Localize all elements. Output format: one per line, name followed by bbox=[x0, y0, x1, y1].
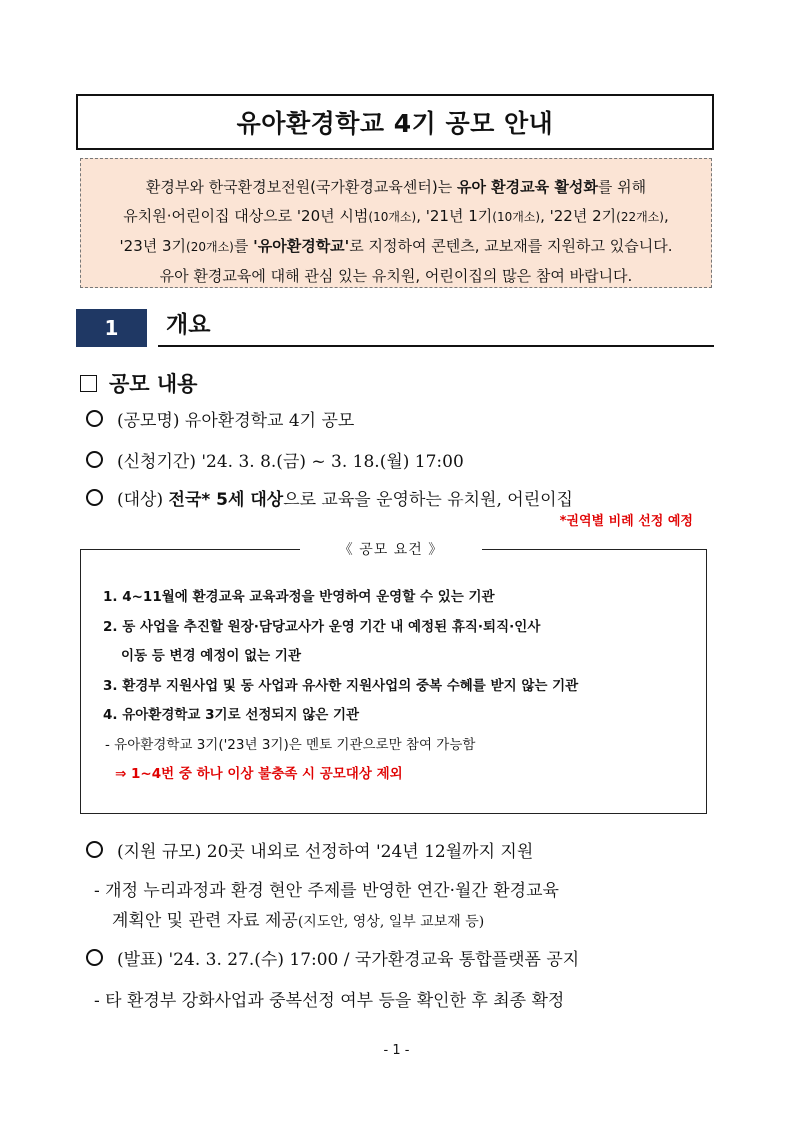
intro-text: 환경부와 한국환경보전원(국가환경교육센터)는 bbox=[145, 178, 457, 196]
intro-text: 를 위해 bbox=[597, 178, 647, 196]
announce-detail: - 타 환경부 강화사업과 중복선정 여부 등을 확인한 후 최종 확정 bbox=[94, 991, 565, 1011]
intro-text: 로 지정하여 콘텐츠, 교보재를 지원하고 있습니다. bbox=[349, 237, 673, 255]
circle-bullet-icon bbox=[86, 949, 103, 966]
bullet-text: (신청기간) '24. 3. 8.(금) ~ 3. 18.(월) 17:00 bbox=[117, 452, 464, 472]
bullet-text: (발표) '24. 3. 27.(수) 17:00 / 국가환경교육 통합플랫폼 공지 bbox=[117, 950, 580, 970]
bullet-scale bbox=[86, 837, 533, 862]
requirement-item-continued: 이동 등 변경 예정이 없는 기관 bbox=[121, 648, 301, 664]
intro-box bbox=[80, 158, 712, 288]
intro-small: (22개소) bbox=[616, 210, 664, 224]
section-underline bbox=[158, 345, 714, 347]
circle-bullet-icon bbox=[86, 841, 103, 858]
circle-bullet-icon bbox=[86, 410, 103, 427]
intro-text: 를 bbox=[233, 237, 254, 255]
intro-text: , '21년 1기 bbox=[416, 207, 493, 225]
document-title: 유아환경학교 4기 공모 안내 bbox=[236, 109, 554, 138]
scale-detail-2 bbox=[112, 906, 484, 931]
requirement-item: 2. 동 사업을 추진할 원장·담당교사가 운영 기간 내 예정된 휴직·퇴직·인사 bbox=[103, 618, 541, 635]
bullet-text: 으로 교육을 운영하는 유치원, 어린이집 bbox=[283, 490, 573, 510]
requirements-title: 《 공모 요건 》 bbox=[300, 539, 482, 559]
requirement-exclusion: ⇒ 1~4번 중 하나 이상 불충족 시 공모대상 제외 bbox=[115, 766, 403, 782]
intro-small: (10개소) bbox=[368, 210, 417, 224]
subheading-text: 공모 내용 bbox=[109, 372, 198, 396]
scale-detail-1: - 개정 누리과정과 환경 현안 주제를 반영한 연간·월간 환경교육 bbox=[94, 881, 559, 901]
page-number: - 1 - bbox=[383, 1043, 410, 1058]
intro-small: (20개소) bbox=[186, 240, 234, 254]
bullet-emphasis: 전국* 5세 대상 bbox=[168, 490, 284, 510]
requirement-item: 3. 환경부 지원사업 및 동 사업과 유사한 지원사업의 중복 수혜를 받지 않는 기관 bbox=[103, 677, 579, 694]
intro-text: '23년 3기 bbox=[119, 237, 187, 255]
bullet-text: (공모명) 유아환경학교 4기 공모 bbox=[117, 411, 355, 431]
target-footnote: *권역별 비례 선정 예정 bbox=[559, 514, 693, 529]
subheading bbox=[80, 368, 197, 398]
requirements-list bbox=[103, 583, 578, 790]
square-bullet-icon bbox=[80, 375, 97, 392]
section-number: 1 bbox=[76, 309, 147, 347]
bullet-target bbox=[86, 485, 573, 510]
bullet-announce bbox=[86, 945, 579, 970]
intro-line-1 bbox=[95, 173, 697, 202]
intro-line-4: 유아 환경교육에 대해 관심 있는 유치원, 어린이집의 많은 참여 바랍니다. bbox=[159, 267, 633, 285]
circle-bullet-icon bbox=[86, 489, 103, 506]
intro-text: , bbox=[663, 207, 669, 225]
bullet-text: (대상) bbox=[117, 490, 169, 510]
intro-emphasis: '유아환경학교' bbox=[253, 237, 350, 255]
intro-line-3 bbox=[95, 232, 697, 262]
bullet-period bbox=[86, 447, 464, 472]
requirement-item: 1. 4~11월에 환경교육 교육과정을 반영하여 운영할 수 있는 기관 bbox=[103, 589, 495, 605]
section-title: 개요 bbox=[166, 312, 211, 338]
document-title-box bbox=[76, 94, 714, 150]
intro-text: 유치원·어린이집 대상으로 '20년 시범 bbox=[123, 207, 369, 225]
requirement-item: 4. 유아환경학교 3기로 선정되지 않은 기관 bbox=[103, 707, 360, 723]
detail-text: 계획안 및 관련 자료 제공 bbox=[112, 911, 298, 931]
intro-text: , '22년 2기 bbox=[540, 207, 617, 225]
bullet-name bbox=[86, 406, 354, 431]
requirement-sub-note: - 유아환경학교 3기('23년 3기)은 멘토 기관으로만 참여 가능함 bbox=[105, 736, 476, 753]
bullet-text: (지원 규모) 20곳 내외로 선정하여 '24년 12월까지 지원 bbox=[117, 842, 534, 862]
detail-small: (지도안, 영상, 일부 교보재 등) bbox=[297, 914, 485, 930]
intro-line-2 bbox=[95, 202, 697, 232]
intro-small: (10개소) bbox=[492, 210, 541, 224]
circle-bullet-icon bbox=[86, 451, 103, 468]
intro-emphasis: 유아 환경교육 활성화 bbox=[456, 178, 598, 196]
